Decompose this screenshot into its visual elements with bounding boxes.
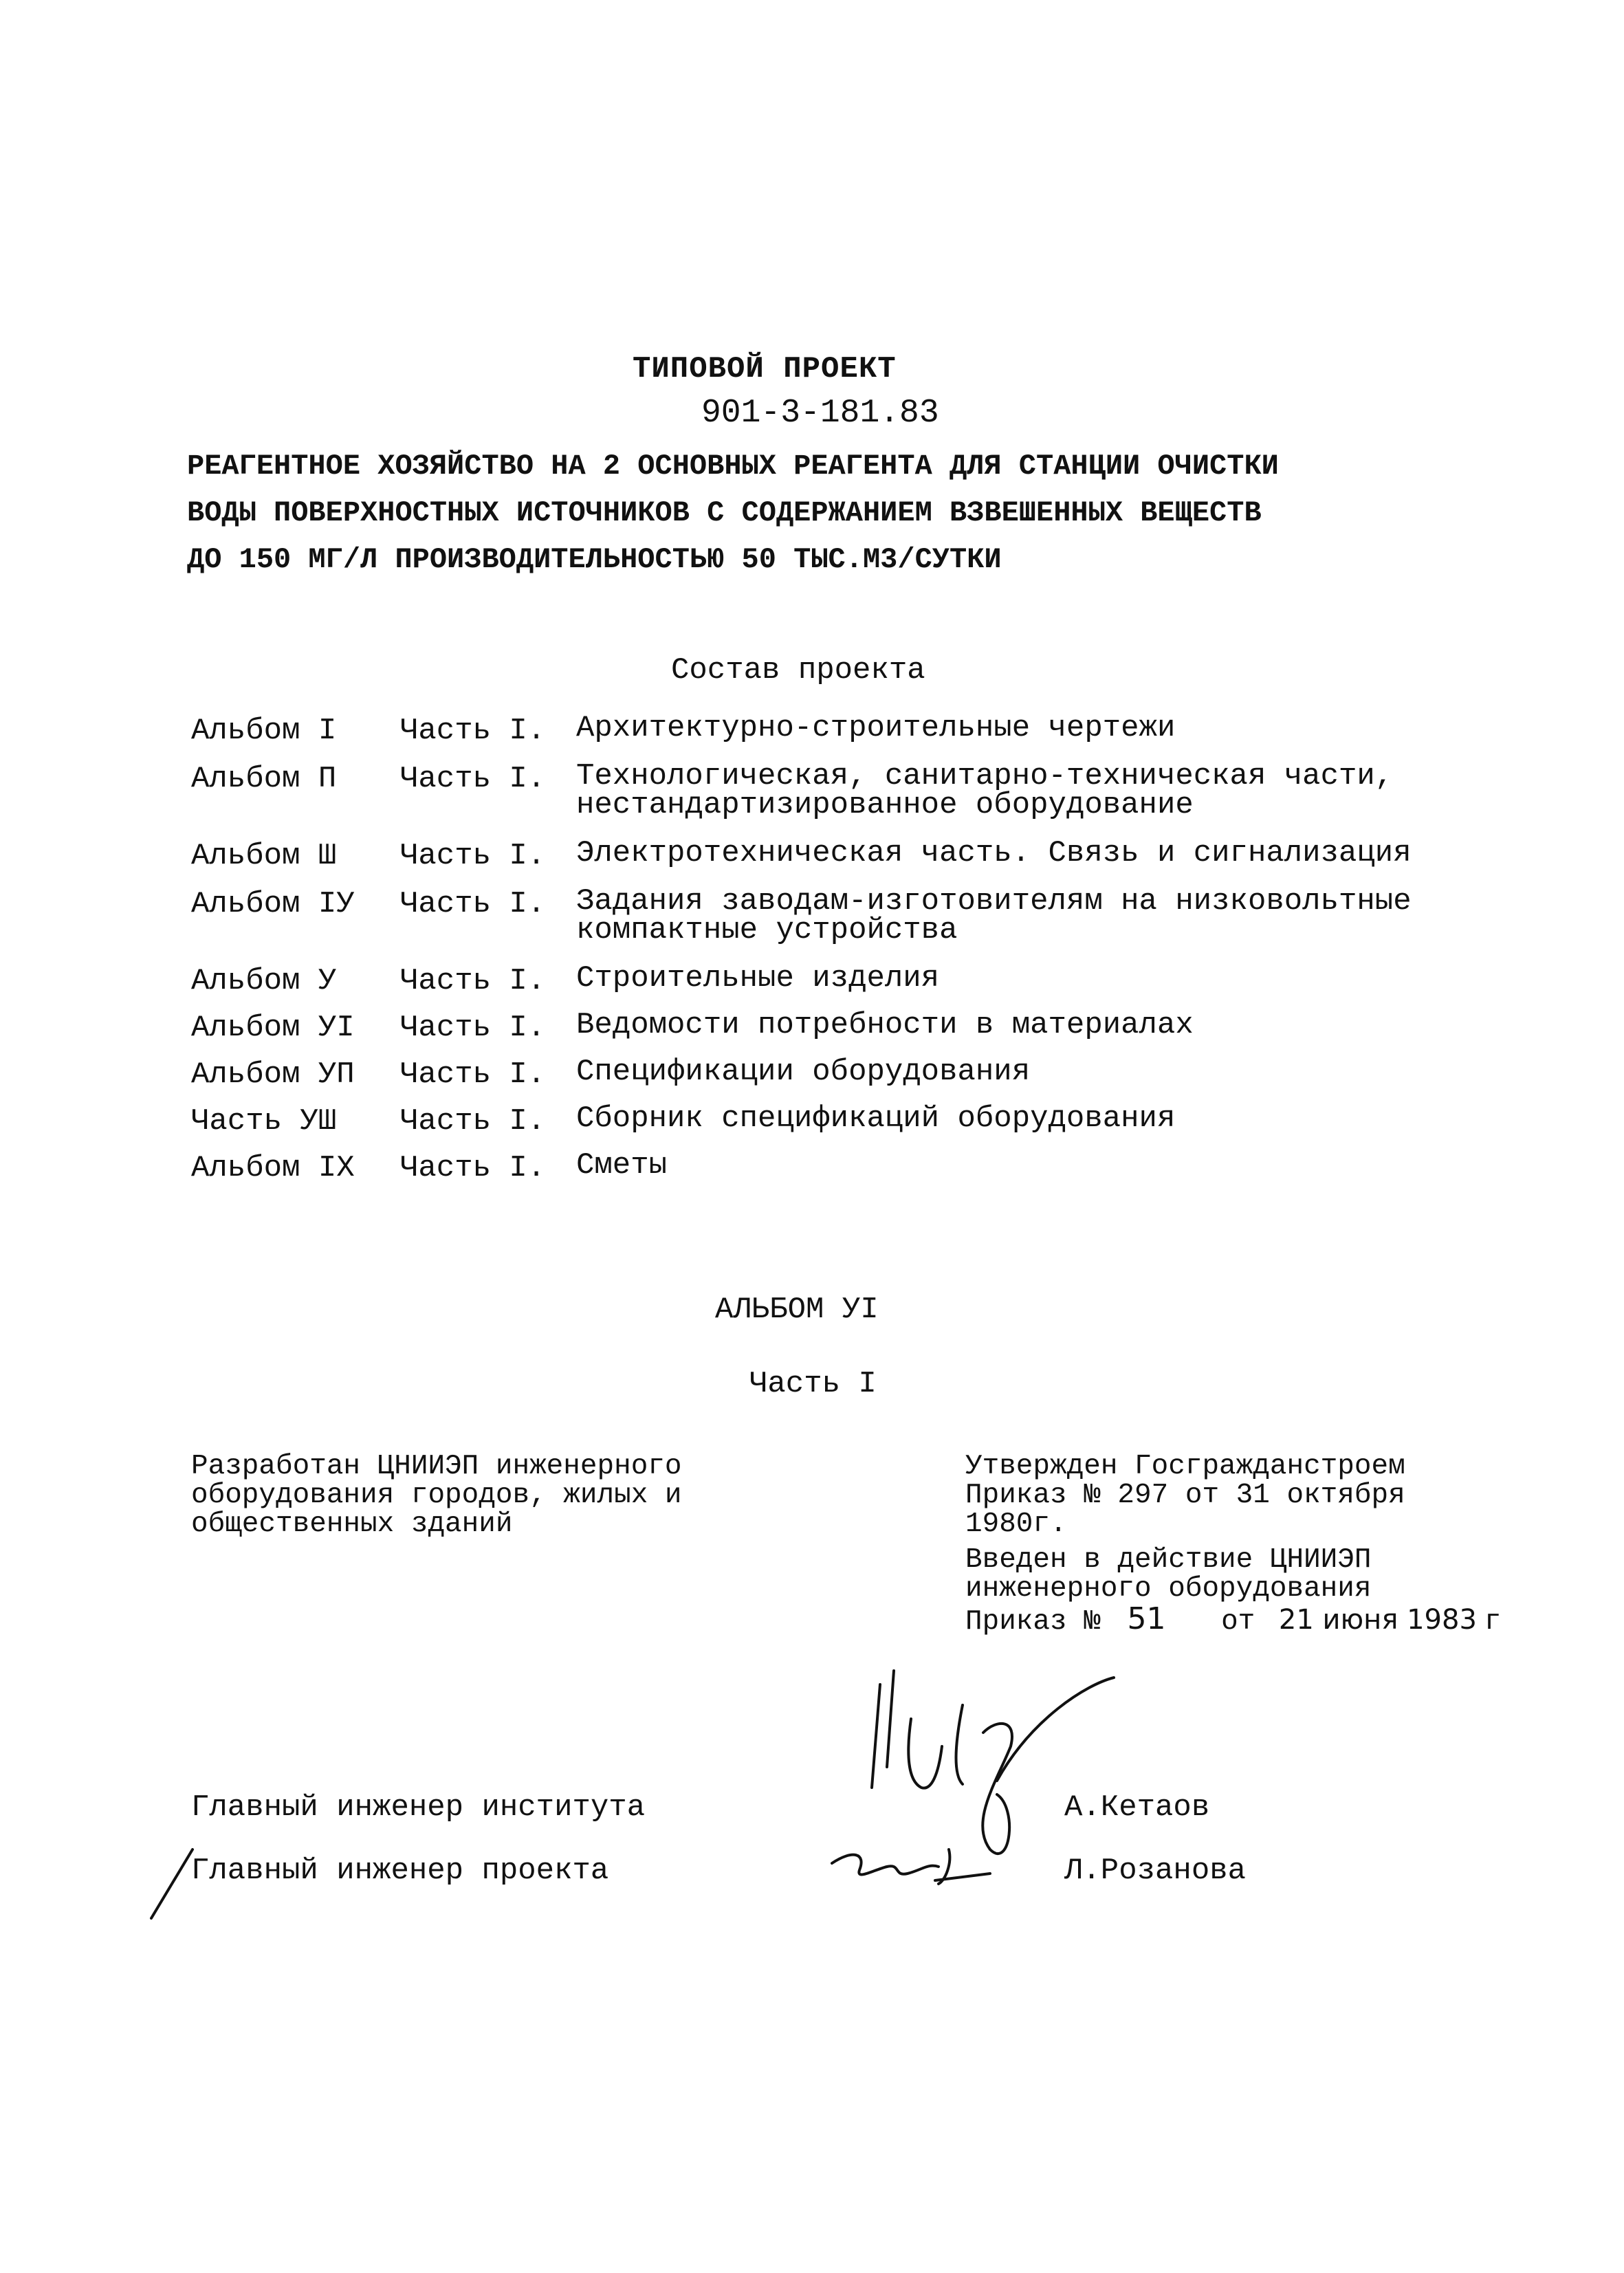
composition-heading: Состав проекта — [671, 653, 925, 688]
order-number: 51 — [1127, 1601, 1166, 1636]
row-part: Часть I. — [400, 1151, 546, 1185]
project-number: 901-3-181.83 — [701, 395, 939, 432]
row-album: Альбом У — [191, 964, 337, 998]
row-description: Электротехническая часть. Связь и сигнализация — [576, 836, 1412, 870]
row-part: Часть I. — [400, 1104, 546, 1139]
composition-row — [0, 1148, 1624, 1206]
row-album: Альбом УI — [191, 1011, 355, 1045]
approved-line-1: Утвержден Госгражданстроем — [965, 1451, 1405, 1482]
row-album: Альбом УП — [191, 1057, 355, 1092]
row-description: Ведомости потребности в материалах — [576, 1008, 1194, 1042]
approved-line-4: Введен в действие ЦНИИЭП — [965, 1544, 1372, 1576]
album-title: АЛЬБОМ УI — [715, 1293, 879, 1327]
row-description-continued: компактные устройства — [576, 913, 958, 947]
row-part: Часть I. — [400, 839, 546, 873]
composition-row — [0, 759, 1624, 822]
row-description: Задания заводам-изготовителям на низковольтные — [576, 884, 1412, 919]
order-date: 21 июня 1983 г — [1278, 1604, 1500, 1636]
row-part: Часть I. — [400, 887, 546, 921]
album-part: Часть I — [749, 1367, 877, 1401]
developed-by-line-3: общественных зданий — [191, 1508, 513, 1540]
developed-by-line-1: Разработан ЦНИИЭП инженерного — [191, 1451, 682, 1482]
signature-name-institute: А.Кетаов — [1064, 1790, 1210, 1825]
row-description: Строительные изделия — [576, 961, 940, 996]
row-description: Сборник спецификаций оборудования — [576, 1101, 1176, 1136]
row-part: Часть I. — [400, 964, 546, 998]
row-description: Сметы — [576, 1148, 668, 1183]
row-album: Часть УШ — [191, 1104, 337, 1139]
developed-by-line-2: оборудования городов, жилых и — [191, 1480, 682, 1511]
row-description: Архитектурно-строительные чертежи — [576, 711, 1176, 745]
row-description-continued: нестандартизированное оборудование — [576, 788, 1194, 822]
signature-role-project: Главный инженер проекта — [191, 1854, 609, 1888]
project-title-line-1: РЕАГЕНТНОЕ ХОЗЯЙСТВО НА 2 ОСНОВНЫХ РЕАГЕНТА ДЛЯ СТАНЦИИ ОЧИСТКИ — [187, 450, 1279, 483]
row-album: Альбом I — [191, 714, 337, 748]
row-part: Часть I. — [400, 762, 546, 796]
project-title-line-3: ДО 150 МГ/Л ПРОИЗВОДИТЕЛЬНОСТЬЮ 50 ТЫС.М3/СУТКИ — [187, 543, 1002, 576]
order-from: от — [1221, 1606, 1255, 1638]
project-title-line-2: ВОДЫ ПОВЕРХНОСТНЫХ ИСТОЧНИКОВ С СОДЕРЖАНИЕМ ВЗВЕШЕННЫХ ВЕЩЕСТВ — [187, 496, 1262, 529]
row-album: Альбом П — [191, 762, 337, 796]
approved-order-line — [965, 1601, 1500, 1638]
row-album: Альбом IХ — [191, 1151, 355, 1185]
row-album: Альбом IУ — [191, 887, 355, 921]
row-part: Часть I. — [400, 714, 546, 748]
row-part: Часть I. — [400, 1011, 546, 1045]
row-part: Часть I. — [400, 1057, 546, 1092]
row-description: Технологическая, санитарно-техническая части, — [576, 759, 1394, 793]
signature-name-project: Л.Розанова — [1064, 1854, 1247, 1888]
document-label: ТИПОВОЙ ПРОЕКТ — [633, 352, 897, 386]
row-description: Спецификации оборудования — [576, 1055, 1031, 1089]
order-prefix: Приказ № — [965, 1606, 1101, 1638]
approved-line-2: Приказ № 297 от 31 октября — [965, 1480, 1405, 1511]
composition-row — [0, 884, 1624, 947]
signature-role-institute: Главный инженер института — [191, 1790, 646, 1825]
row-album: Альбом Ш — [191, 839, 337, 873]
approved-line-5: инженерного оборудования — [965, 1573, 1372, 1605]
approved-line-3: 1980г. — [965, 1508, 1067, 1540]
